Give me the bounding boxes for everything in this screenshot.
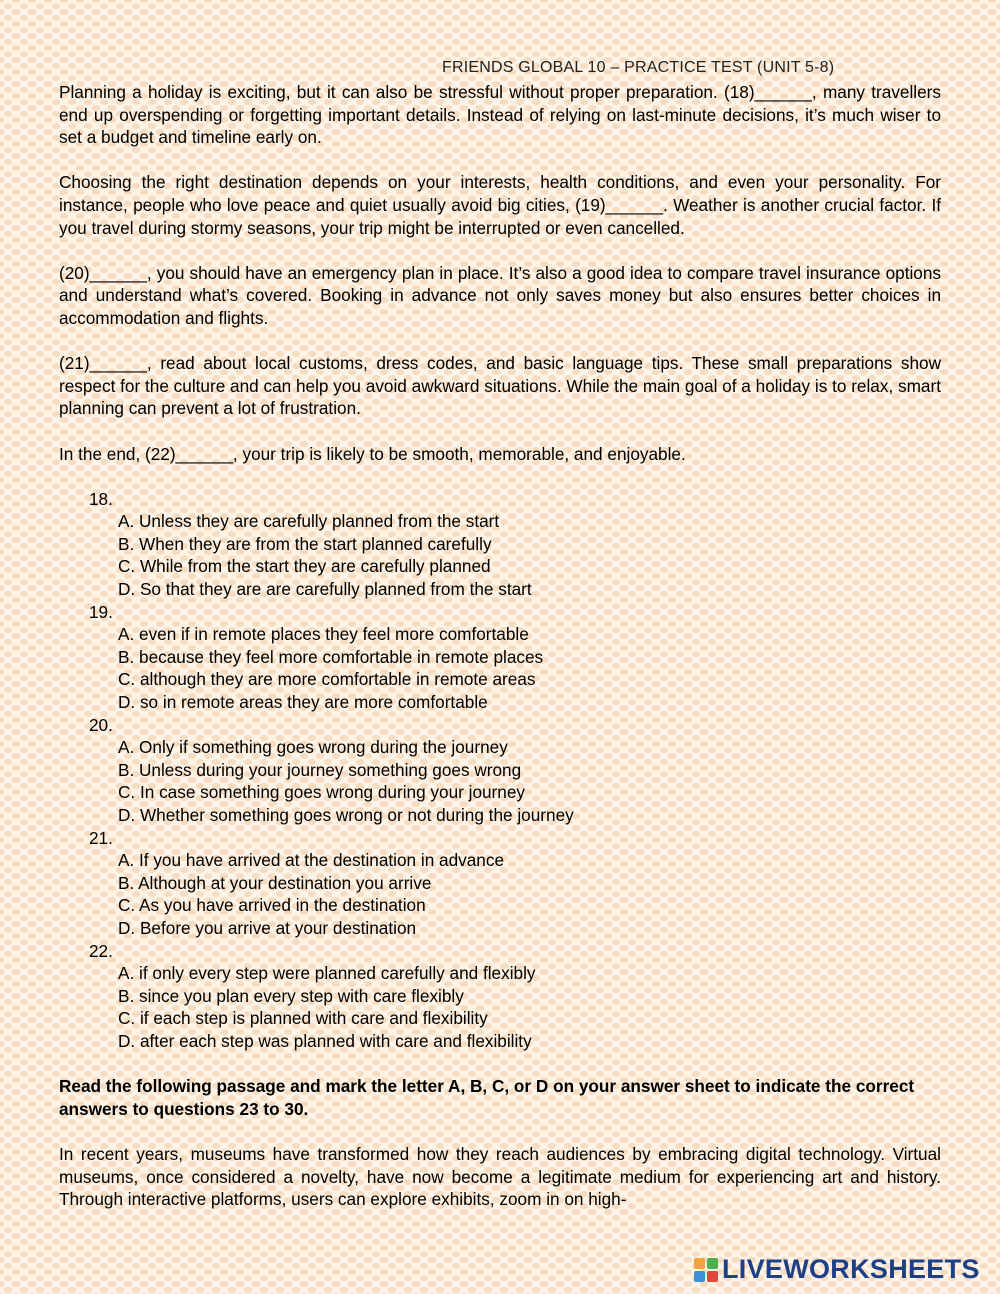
option-a: A. Only if something goes wrong during the journey — [118, 737, 508, 758]
question-number: 19. — [89, 601, 113, 622]
option-c: C. although they are more comfortable in remote areas — [118, 669, 536, 690]
question-22 — [59, 940, 941, 1053]
option-b: B. since you plan every step with care flexibly — [118, 985, 464, 1006]
question-number: 18. — [89, 488, 113, 509]
option-a: A. even if in remote places they feel more comfortable — [118, 624, 529, 645]
worksheet-content — [59, 81, 941, 1211]
question-18 — [59, 488, 941, 601]
option-c: C. In case something goes wrong during your journey — [118, 782, 525, 803]
passage-paragraph-1: Planning a holiday is exciting, but it can also be stressful without proper preparation. (18)______, many travellers end up overspending or forgetting important details. Instead of relying on last-minute decisions, it’s much wiser to set a budget and timeline early on. — [59, 82, 941, 148]
passage-paragraph-3: (20)______, you should have an emergency plan in place. It’s also a good idea to compare travel insurance options and understand what’s covered. Booking in advance not only saves money but also ensures better choices in accommodation and flights. — [59, 262, 941, 328]
passage-paragraph-4: (21)______, read about local customs, dress codes, and basic language tips. These small preparations show respect for the culture and can help you avoid awkward situations. While the main goal of a holiday is to relax, smart planning can prevent a lot of frustration. — [59, 353, 941, 419]
logo-block — [694, 1271, 705, 1282]
logo-block — [694, 1258, 705, 1269]
option-a: A. If you have arrived at the destination in advance — [118, 850, 505, 871]
option-d: D. Before you arrive at your destination — [118, 917, 417, 938]
question-19 — [59, 601, 941, 714]
section-instruction: Read the following passage and mark the letter A, B, C, or D on your answer sheet to indicate the correct answers to questions 23 to 30. — [59, 1076, 915, 1119]
option-b: B. When they are from the start planned carefully — [118, 533, 492, 554]
question-20 — [59, 714, 941, 827]
next-passage-paragraph: In recent years, museums have transformed how they reach audiences by embracing digital technology. Virtual museums, once considered a novelty, have now become a legitimate medium for experiencing art and history. Through interactive platforms, users can explore exhibits, zoom in on high- — [59, 1143, 941, 1210]
question-number: 21. — [89, 827, 113, 848]
question-number: 22. — [89, 940, 113, 961]
option-c: C. As you have arrived in the destination — [118, 895, 426, 916]
passage-paragraph-5: In the end, (22)______, your trip is likely to be smooth, memorable, and enjoyable. — [59, 443, 686, 464]
page-header: FRIENDS GLOBAL 10 – PRACTICE TEST (UNIT 5-8) — [442, 59, 835, 76]
logo-text: LIVEWORKSHEETS — [722, 1254, 980, 1284]
option-c: C. While from the start they are carefully planned — [118, 556, 491, 577]
option-b: B. Unless during your journey something goes wrong — [118, 759, 522, 780]
option-b: B. Although at your destination you arrive — [118, 872, 432, 893]
logo-blocks-icon — [694, 1258, 718, 1282]
logo-block — [707, 1258, 718, 1269]
option-d: D. Whether something goes wrong or not during the journey — [118, 805, 574, 825]
question-21 — [59, 827, 941, 940]
option-b: B. because they feel more comfortable in remote places — [118, 646, 544, 667]
liveworksheets-logo — [694, 1254, 980, 1285]
option-a: A. Unless they are carefully planned from the start — [118, 511, 500, 532]
option-d: D. So that they are are carefully planned from the start — [118, 579, 532, 600]
logo-block — [707, 1271, 718, 1282]
option-c: C. if each step is planned with care and flexibility — [118, 1008, 488, 1029]
option-d: D. after each step was planned with care and flexibility — [118, 1030, 532, 1051]
option-d: D. so in remote areas they are more comfortable — [118, 692, 488, 713]
option-a: A. if only every step were planned carefully and flexibly — [118, 963, 536, 984]
passage-paragraph-2: Choosing the right destination depends on your interests, health conditions, and even your personality. For instance, people who love peace and quiet usually avoid big cities, (19)______. Weather is another crucial factor. If you travel during stormy seasons, your trip might be interrupted or even cancelled. — [59, 172, 941, 238]
question-number: 20. — [89, 714, 113, 735]
